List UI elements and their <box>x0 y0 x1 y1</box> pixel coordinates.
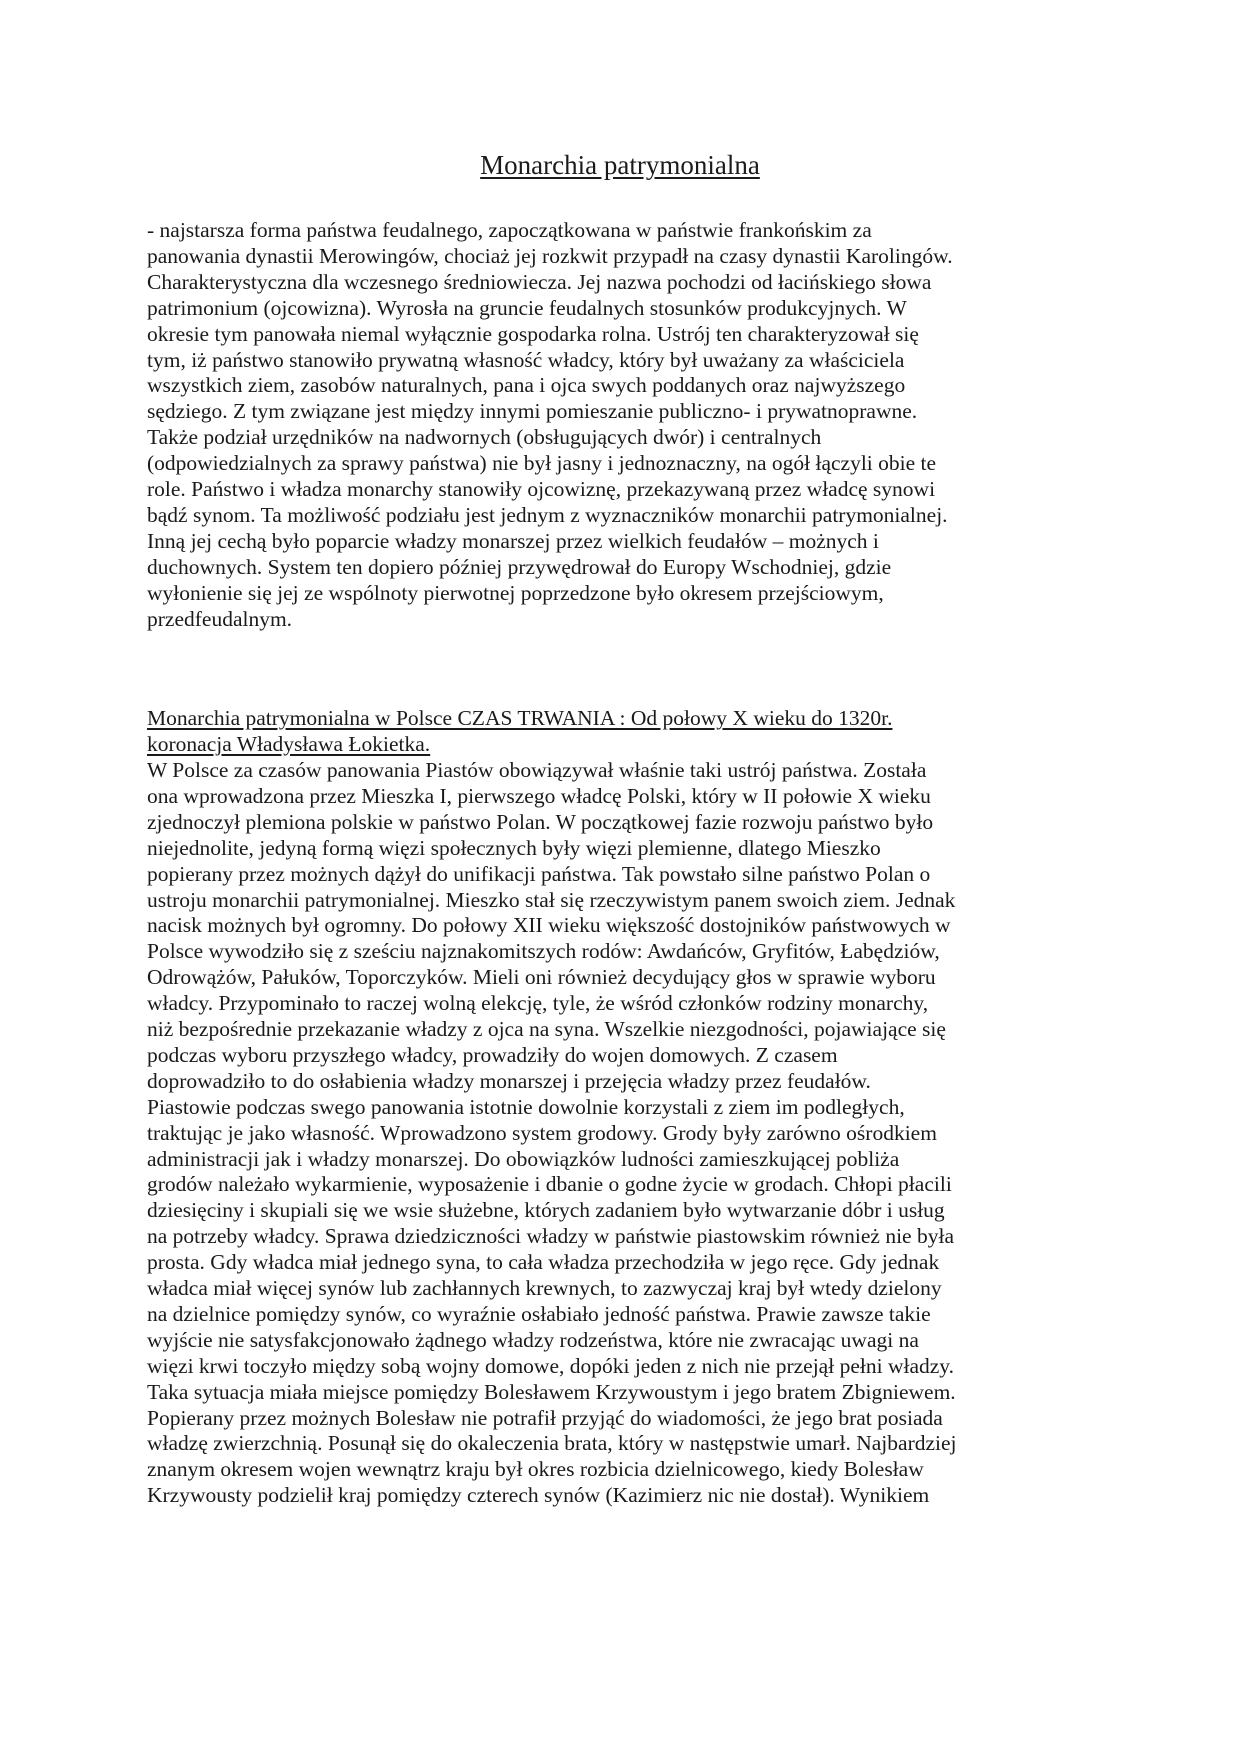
intro-paragraph-line: (odpowiedzialnych za sprawy państwa) nie był jasny i jednoznaczny, na ogół łączyli obie te <box>147 451 937 476</box>
body-paragraph-line: popierany przez możnych dążył do unifikacji państwa. Tak powstało silne państwo Polan o <box>147 861 931 886</box>
intro-paragraph-line: bądź synom. Ta możliwość podziału jest jednym z wyznaczników monarchii patrymonialnej. <box>147 502 948 527</box>
intro-paragraph-line: - najstarsza forma państwa feudalnego, zapoczątkowana w państwie frankońskim za <box>147 218 872 242</box>
body-paragraph-line: prosta. Gdy władca miał jednego syna, to cała władza przechodziła w jego ręce. Gdy jednak <box>147 1250 940 1275</box>
body-paragraph-line: podczas wyboru przyszłego władcy, prowadziły do wojen domowych. Z czasem <box>147 1042 838 1067</box>
body-paragraph-line: Krzywousty podzielił kraj pomiędzy czterech synów (Kazimierz nic nie dostał). Wynikiem <box>147 1483 930 1508</box>
intro-paragraph-line: Także podział urzędników na nadwornych (obsługujących dwór) i centralnych <box>147 425 822 450</box>
body-paragraph-line: na potrzeby władcy. Sprawa dziedziczności władzy w państwie piastowskim również nie była <box>147 1224 954 1249</box>
intro-paragraph-line: Charakterystyczna dla wczesnego średniowiecza. Jej nazwa pochodzi od łacińskiego słowa <box>147 269 932 294</box>
page-title: Monarchia patrymonialna <box>480 150 760 180</box>
section-heading-line: koronacja Władysława Łokietka. <box>147 731 431 756</box>
body-paragraph-line: władcy. Przypominało to raczej wolną elekcję, tyle, że wśród członków rodziny monarchy, <box>147 991 929 1016</box>
intro-paragraph-line: wyłonienie się jej ze wspólnoty pierwotnej poprzedzone było okresem przejściowym, <box>147 580 884 605</box>
body-paragraph-line: dziesięciny i skupiali się we wsie służebne, których zadaniem było wytwarzanie dóbr i usług <box>147 1198 945 1223</box>
body-paragraph-line: Taka sytuacja miała miejsce pomiędzy Bolesławem Krzywoustym i jego bratem Zbigniewem. <box>147 1379 956 1404</box>
intro-paragraph-line: sędziego. Z tym związane jest między innymi pomieszanie publiczno- i prywatnoprawne. <box>147 399 918 424</box>
body-paragraph-line: W Polsce za czasów panowania Piastów obowiązywał właśnie taki ustrój państwa. Została <box>147 758 927 782</box>
body-paragraph-line: władzę zwierzchnią. Posunął się do okaleczenia brata, który w następstwie umarł. Najbardziej <box>147 1431 957 1456</box>
body-paragraph-line: niejednolite, jedyną formą więzi społecznych były więzi plemienne, dlatego Mieszko <box>147 835 881 860</box>
body-paragraph-line: administracji jak i władzy monarszej. Do obowiązków ludności zamieszkującej pobliża <box>147 1146 900 1171</box>
intro-paragraph-line: wszystkich ziem, zasobów naturalnych, pana i ojca swych poddanych oraz najwyższego <box>147 373 906 398</box>
section-heading-line: Monarchia patrymonialna w Polsce CZAS TRWANIA : Od połowy X wieku do 1320r. <box>147 706 893 730</box>
body-paragraph-line: Odrowążów, Pałuków, Toporczyków. Mieli oni również decydujący głos w sprawie wyboru <box>147 965 936 990</box>
intro-paragraph-line: okresie tym panowała niemal wyłącznie gospodarka rolna. Ustrój ten charakteryzował się <box>147 321 919 346</box>
intro-paragraph-line: Inną jej cechą było poparcie władzy monarszej przez wielkich feudałów – możnych i <box>147 528 879 553</box>
body-paragraph-line: więzi krwi toczyło między sobą wojny domowe, dopóki jeden z nich nie przejął pełni władzy. <box>147 1353 955 1378</box>
body-paragraph-line: traktując je jako własność. Wprowadzono system grodowy. Grody były zarówno ośrodkiem <box>147 1120 937 1145</box>
body-paragraph-line: doprowadziło to do osłabienia władzy monarszej i przejęcia władzy przez feudałów. <box>147 1068 871 1093</box>
body-paragraph-line: nacisk możnych był ogromny. Do połowy XII wieku większość dostojników państwowych w <box>147 913 951 938</box>
intro-paragraph-line: panowania dynastii Merowingów, chociaż jej rozkwit przypadł na czasy dynastii Karolingów. <box>147 243 953 268</box>
intro-paragraph-line: role. Państwo i władza monarchy stanowiły ojcowiznę, przekazywaną przez władcę synowi <box>147 477 936 501</box>
intro-paragraph-line: przedfeudalnym. <box>147 606 293 631</box>
body-paragraph-line: Popierany przez możnych Bolesław nie potrafił przyjąć do wiadomości, że jego brat posiada <box>147 1405 943 1430</box>
body-paragraph-line: niż bezpośrednie przekazanie władzy z ojca na syna. Wszelkie niezgodności, pojawiające się <box>147 1017 946 1041</box>
body-paragraph-line: władca miał więcej synów lub zachłannych krewnych, to zazwyczaj kraj był wtedy dzielony <box>147 1276 942 1300</box>
body-paragraph-line: Piastowie podczas swego panowania istotnie dowolnie korzystali z ziem im podległych, <box>147 1094 905 1119</box>
body-paragraph-line: ona wprowadzona przez Mieszka I, pierwszego władcę Polski, który w II połowie X wieku <box>147 783 931 808</box>
body-paragraph-line: na dzielnice pomiędzy synów, co wyraźnie osłabiało jedność państwa. Prawie zawsze takie <box>147 1301 931 1326</box>
body-paragraph-line: ustroju monarchii patrymonialnej. Mieszko stał się rzeczywistym panem swoich ziem. Jednak <box>147 887 956 912</box>
intro-paragraph-line: duchownych. System ten dopiero później przywędrował do Europy Wschodniej, gdzie <box>147 554 892 579</box>
body-paragraph-line: wyjście nie satysfakcjonowało żądnego władzy rodzeństwa, które nie zwracając uwagi na <box>147 1327 919 1352</box>
intro-paragraph-line: patrimonium (ojcowizna). Wyrosła na gruncie feudalnych stosunków produkcyjnych. W <box>147 295 907 320</box>
body-paragraph-line: zjednoczył plemiona polskie w państwo Polan. W początkowej fazie rozwoju państwo było <box>147 809 934 834</box>
body-paragraph-line: znanym okresem wojen wewnątrz kraju był okres rozbicia dzielnicowego, kiedy Bolesław <box>147 1457 924 1482</box>
intro-paragraph-line: tym, iż państwo stanowiło prywatną własność władcy, który był uważany za właściciela <box>147 347 905 372</box>
body-paragraph-line: Polsce wywodziło się z sześciu najznakomitszych rodów: Awdańców, Gryfitów, Łabędziów, <box>147 939 940 964</box>
body-paragraph-line: grodów należało wykarmienie, wyposażenie i dbanie o godne życie w grodach. Chłopi płacili <box>147 1172 952 1197</box>
